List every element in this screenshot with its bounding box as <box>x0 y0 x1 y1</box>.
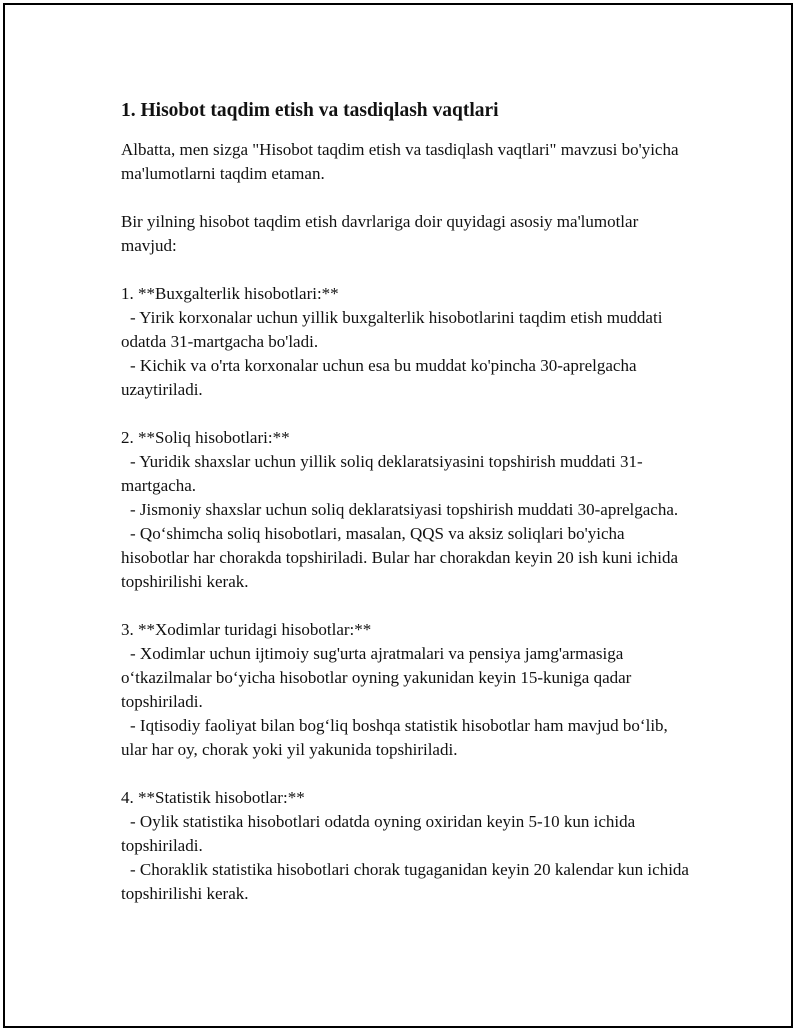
section-tax-reports <box>121 426 691 594</box>
list-item: - Xodimlar uchun ijtimoiy sug'urta ajratmalari va pensiya jamg'armasiga o‘tkazilmalar bo‘yicha hisobotlar oyning yakunidan keyin 15-kuniga qadar topshiriladi. <box>121 644 632 711</box>
section-heading: 2. **Soliq hisobotlari:** <box>121 428 290 447</box>
section-statistical-reports <box>121 786 691 906</box>
list-item: - Iqtisodiy faoliyat bilan bog‘liq boshqa statistik hisobotlar ham mavjud bo‘lib, ular har oy, chorak yoki yil yakunida topshiriladi. <box>121 716 668 759</box>
list-item: - Yirik korxonalar uchun yillik buxgalterlik hisobotlarini taqdim etish muddati odatda 31-martgacha bo'ladi. <box>121 308 663 351</box>
section-employee-reports <box>121 618 691 762</box>
list-item: - Yuridik shaxslar uchun yillik soliq deklaratsiyasini topshirish muddati 31-martgacha. <box>121 452 643 495</box>
section-accounting-reports <box>121 282 691 402</box>
document-body <box>121 98 691 906</box>
intro-paragraph: Albatta, men sizga "Hisobot taqdim etish va tasdiqlash vaqtlari" mavzusi bo'yicha ma'lumotlarni taqdim etaman. <box>121 140 679 183</box>
list-item: - Kichik va o'rta korxonalar uchun esa bu muddat ko'pincha 30-aprelgacha uzaytiriladi. <box>121 356 637 399</box>
list-item: - Oylik statistika hisobotlari odatda oyning oxiridan keyin 5-10 kun ichida topshiriladi. <box>121 812 636 855</box>
section-heading: 1. **Buxgalterlik hisobotlari:** <box>121 284 339 303</box>
list-item: - Qo‘shimcha soliq hisobotlari, masalan, QQS va aksiz soliqlari bo'yicha hisobotlar har chorakda topshiriladi. Bular har chorakdan keyin 20 ish kuni ichida topshirilishi kerak. <box>121 524 679 591</box>
section-heading: 3. **Xodimlar turidagi hisobotlar:** <box>121 620 372 639</box>
document-page <box>3 3 793 1028</box>
document-title: 1. Hisobot taqdim etish va tasdiqlash vaqtlari <box>121 100 499 121</box>
list-item: - Jismoniy shaxslar uchun soliq deklaratsiyasi topshirish muddati 30-aprelgacha. <box>130 500 679 519</box>
section-heading: 4. **Statistik hisobotlar:** <box>121 788 305 807</box>
list-item: - Choraklik statistika hisobotlari chorak tugaganidan keyin 20 kalendar kun ichida topshirilishi kerak. <box>121 860 689 903</box>
lead-paragraph: Bir yilning hisobot taqdim etish davrlariga doir quyidagi asosiy ma'lumotlar mavjud: <box>121 212 639 255</box>
